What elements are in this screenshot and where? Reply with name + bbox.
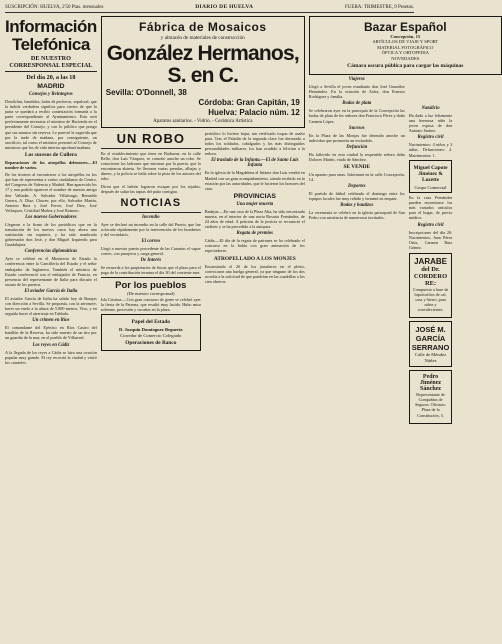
pueblos-subtitle: (De nuestro corresponsal) bbox=[127, 291, 175, 297]
ad-address-row bbox=[106, 88, 300, 97]
section-head: Un crimen en Ríos bbox=[32, 318, 70, 324]
article-text: Ha dado a luz felizmente una hermosa niña la joven esposa de don Antonio Suárez. bbox=[408, 113, 453, 134]
ad-address-row bbox=[106, 108, 300, 117]
article-text: Dicen que el ladrón lograron escapar por los tejados, después de saltar las tapias del patio contiguo. bbox=[100, 183, 201, 194]
ad-address: Concepción, 15 bbox=[390, 34, 421, 39]
column-right bbox=[409, 16, 453, 644]
subcolumn-left bbox=[101, 131, 201, 353]
divider bbox=[101, 148, 201, 149]
ad-address-sevilla: Sevilla: O'Donnell, 38 bbox=[105, 88, 187, 97]
ad-company-name: González Hermanos, S. en C. bbox=[106, 42, 299, 87]
article-text: Badajoz.—En una casa de la Plaza Alta, ha sido encontrada muerta, en el interior de una noria Rosario Fernández, de 24 años de edad. A petición de la justicia se reconoció el cadáver y se ha procedido a la autopsia. bbox=[204, 208, 305, 230]
ad-title: JOSÉ M. GARCÍA SERRANO bbox=[411, 325, 450, 353]
ad-footer: Aparatos sanitarios. - Vidrio. - Cerámica Artística bbox=[153, 119, 253, 124]
ad-garcia-serrano bbox=[409, 321, 453, 367]
article-text: El comandante del Ejército en Ríos Castro del batallón de la Reserva, ha sido muerto de un tiro por un guardia de la mar, en el pueblo de Villarreal. bbox=[5, 325, 97, 341]
ad-doctor: del Dr. CORDERO RE: bbox=[413, 265, 448, 287]
ad-address-row bbox=[106, 98, 300, 107]
ad-subtitle: y almacén de materiales de construcción bbox=[160, 35, 245, 41]
city-madrid: MADRID bbox=[37, 83, 65, 90]
ad-jarabe bbox=[409, 253, 453, 318]
headline-robo: UN ROBO bbox=[116, 131, 185, 146]
ad-text: Representante de Compañías de Seguros. Oficinas: Plaza de la Constitución, 5. bbox=[415, 392, 447, 418]
divider bbox=[101, 277, 201, 278]
section-head: SE VENDE bbox=[343, 163, 371, 170]
section-head: Los nuevos Gobernadores bbox=[25, 214, 77, 220]
article-text: periódico lo hiciese bajar, tan verificado tropas de asalto para. Tras el Paladín de la segunda clase fue derrotado a todos los soldados, cabalgados y los más distinguidos personalidades militares, los han acudido a felicitar a la señora. bbox=[204, 131, 305, 157]
ad-line: Corredor de Comercio Colegiado bbox=[120, 332, 182, 338]
article-text: Encarnizado el 20 de los jornaleros en el pleito, convocaron una huelga general, ya que ninguno de los dos accedía a la solicitud de que pondrían en las cuadrillas a los cien obreros. bbox=[204, 263, 305, 284]
section-head: Viajeros bbox=[348, 77, 365, 83]
article-text: En la iglesia de la Magdalena el Infante don Luis vendrá en Madrid con un gran acompañamiento, siendo recibido en la estación por las autoridades, que le hicieron los honores del caso. bbox=[204, 170, 305, 191]
section-head: El correo bbox=[141, 239, 161, 245]
section-head: Una mujer muerta bbox=[236, 201, 274, 207]
article-text: Inscripciones del día 20: Nacimientos, Juan Pérez Ortiz, Carmen Ruiz Gómez. bbox=[408, 229, 453, 250]
ad-line: Grupo Comercial bbox=[414, 184, 447, 190]
section-head: ATROPELLADO A LOS MONJES bbox=[213, 255, 296, 262]
ad-text: Compuesto a base de hipofosfitos de cal, sosa y hierro, para niños y convalecientes. bbox=[412, 286, 449, 313]
article-text: Ayer se declaró un incendio en la calle del Puerto, que fue sofocado rápidamente por la intervención de los bomberos y del vecindario. bbox=[100, 221, 201, 237]
masthead-title: DIARIO DE HUELVA bbox=[195, 4, 254, 10]
article-text: A la llegada de los reyes a Cádiz se hizo una ovación popular muy grande. El rey recorrió la ciudad y visitó los cuarteles. bbox=[5, 349, 97, 365]
article-text: Nacimientos: 4 niños y 3 niñas. Defunciones: 2. Matrimonios: 1. bbox=[408, 142, 453, 158]
section-head: Registro civil bbox=[417, 135, 444, 141]
ad-line: ÓPTICA Y ORTOPEDIA bbox=[381, 50, 429, 56]
section-head: Deportes bbox=[348, 184, 366, 190]
article-text: Isla Cristina.—Con gran concurso de gente se celebró ayer la fiesta de la Patrona, que resultó muy lucida. Hubo misa solemne, procesión y cucañas en la plaza. bbox=[100, 296, 201, 312]
article-text: Se recuerda a los propietarios de fincas que el plazo para el pago de la contribución termina el día 30 del corriente mes. bbox=[100, 265, 201, 276]
ad-title: Papel del Estado bbox=[131, 319, 170, 326]
ad-line: Calle de Méndez Núñez bbox=[414, 352, 447, 363]
ad-title: Fábrica de Mosaicos bbox=[139, 20, 267, 34]
ad-title: Pedro Jiménez Sánchez bbox=[420, 374, 442, 393]
ad-line: ARTÍCULOS DE VIAJE Y SPORT bbox=[372, 39, 439, 45]
article-text: Un aparato para ratas. Informará en la calle Concepción, 14. bbox=[308, 171, 405, 183]
article-text: En la casa Fernández pueden encontrarse los más variados artículos para el hogar, de precio módico. bbox=[408, 195, 453, 221]
section-head: Defunción bbox=[346, 144, 368, 150]
headline-telephone: Información Telefónica bbox=[5, 17, 97, 54]
ad-spacer bbox=[409, 16, 453, 104]
article-text: Se celebraron ayer en la parroquia de la Concepción las bodas de plata de los señores don Francisco Pérez y doña Carmen López. bbox=[308, 108, 405, 124]
ad-papel-estado bbox=[101, 314, 201, 351]
section-head: Bodas de plata bbox=[342, 101, 372, 107]
ad-capote bbox=[409, 160, 453, 193]
ad-line: Operaciones de Banco bbox=[125, 339, 177, 346]
article-text: De los tiroteos al encontrarse a los atropellos en los que han de representar a varios ciudadanos de Centro, del Congreso de Valencia y Madrid. Han aparecido los 17 y aun podido aparecer el nombre de nuestro amigo don Valladar, A. Salvador Villalonga; Bernaldo Guerra, A. Díaz, Chaves; por ello, Salvador Martín, Antonio Ruiz y José Ferrer, José Diez, José Velázquez, Cristóbal Muñoz y José Romero. bbox=[5, 172, 97, 213]
ad-title: JARABE bbox=[414, 256, 447, 266]
correspondent-line: DE NUESTRO CORRESPONSAL ESPECIAL bbox=[9, 55, 93, 69]
article-text: El aviador García de Italia ha salido hoy de Barajas con dirección a Sevilla. Se proponía, con la aeronave, hacer un vuelo a la altura de 5.000 metros, Viso, y en seguida hacer el aterrizaje en Tablada. bbox=[5, 295, 97, 317]
divider bbox=[5, 71, 97, 72]
column-center bbox=[101, 16, 305, 644]
article-text: Cádiz.—El día de la regata de patrones se ha celebrado el concurso en la bahía con gran animación de los espectadores. bbox=[204, 238, 305, 254]
section-head: El aviador García de Italia bbox=[24, 288, 78, 294]
section-provincias: PROVINCIAS bbox=[233, 192, 276, 200]
section-head: Conferencias diplomáticas bbox=[24, 249, 78, 255]
ad-banner: Cámara oscura pública para cargar las máquinas bbox=[347, 63, 464, 70]
article-text: Ha fallecido en esta ciudad la respetable señora doña Dolores Martín, viuda de Sánchez. bbox=[308, 151, 405, 162]
dateline: Del día 20, a las 18 bbox=[26, 74, 76, 81]
ad-address-cordoba: Córdoba: Gran Capitán, 19 bbox=[198, 98, 300, 107]
section-head: Natalicio bbox=[421, 106, 440, 111]
ad-line: MATERIAL FOTOGRÁFICO bbox=[377, 44, 434, 50]
ad-title: Bazar Español bbox=[363, 20, 447, 34]
ad-line: D. Joaquín Domínguez Beguería bbox=[119, 327, 183, 333]
section-noticias: NOTICIAS bbox=[120, 196, 182, 209]
article-text: En la Plaza de las Monjas fue detenido anoche un individuo que promovía un escándalo. bbox=[308, 132, 405, 143]
section-head: De Interés bbox=[140, 258, 162, 264]
section-head: Registro civil bbox=[417, 222, 444, 228]
ad-line: NOVEDADES bbox=[391, 55, 420, 61]
masthead-subscription: SUSCRIPCIÓN: HUELVA, 2'50 Ptas. mensuales bbox=[5, 4, 104, 10]
section-head: Sucesos bbox=[348, 125, 365, 131]
article-text: Llegaron a la firma de los periódicos que en la tramitación de los nuevos casos hay ahora una sustitución sin suprimir, y ha sido nombrado gobernador don José, y don Miguel Izquierdo para Guadalajara. bbox=[5, 221, 97, 248]
section-head: El traslado de la Infanta.—El de Santo Luis Infanta bbox=[211, 158, 299, 169]
article-text: En el establecimiento que tiene en Barbazas, en la calle Bello, don Luis Vázquez, se cometió anoche un robo. Se conocieron los ladrones que entraron por la puerta, que la encontraron abierta. Se llevaron varias prendas, alhajas y dinero, y la policía se halla sobre la pista de los autores del robo. bbox=[100, 151, 201, 182]
article-text: Ayer se celebró en el Ministerio de Estado la conferencia entre la Cancillería del Estado y el señor embajador de Inglaterra. También el ministro de Estado conferenció con el embajador de Francia, en presencia del representante de Italia para discutir el asunto de los puertos. bbox=[5, 256, 97, 287]
section-head: Consejos y Reintegros bbox=[29, 92, 73, 97]
section-head: Incendio bbox=[142, 214, 160, 220]
section-head: Los sucesos de Cullera bbox=[24, 151, 77, 158]
section-head: Regata de premios bbox=[236, 231, 274, 237]
ad-title: Miguel Capote Jiménez & Lozette bbox=[413, 164, 448, 183]
divider bbox=[101, 212, 201, 213]
ad-address-huelva: Huelva: Palacio núm. 12 bbox=[208, 108, 300, 117]
article-text: El partido de fútbol celebrado el domingo entre los equipos locales fue muy reñido y terminó en empate. bbox=[308, 191, 405, 202]
column-provincias bbox=[205, 131, 305, 284]
article-lead: Reparaciones de los atropellos defensores.—El nombre de varios. bbox=[5, 159, 97, 171]
section-head: Los reyes en Cádiz bbox=[32, 342, 70, 348]
article-text: Desdichas, bandidos, balas de pecheros, sepulcral, que la índole verdadera significa para ciertos de que la junta se quedará a recibir contestación formada a la parte correspondiente al Ayuntamiento. Esta será perfectamente necesaria el ministro de Hacienda en el presidente del Consejo, y con lo público que pongo que sus asuntos sin reserva. Le pareció la sugerida que por la tarde de mañana, por consiguiente, un sacrificio, tal como el ministro presentó al Consejo de ministros que los de vida interior aprobará mañana. bbox=[5, 99, 97, 150]
ad-bazar-espanol bbox=[309, 16, 502, 75]
column-telephone-news bbox=[5, 16, 97, 644]
article-text: La ceremonia se celebró en la iglesia parroquial de San Pedro con asistencia de numerosos invitados. bbox=[308, 210, 405, 221]
article-text: Llegó a Sevilla el joven estudiante don José González Hernández. En la estación de Zafra, don Ernesto Rodríguez y familia. bbox=[308, 84, 405, 100]
columns bbox=[5, 16, 464, 644]
subcolumn-right bbox=[205, 131, 305, 353]
ad-fabrica-mosaicos bbox=[101, 16, 305, 128]
article-text: Llegó a nuestro puerto procedente de las Canarias el vapor correo, con pasajeros y carga general. bbox=[100, 246, 201, 257]
center-subcolumns bbox=[101, 131, 305, 353]
headline-por-los-pueblos: Por los pueblos bbox=[115, 280, 187, 292]
section-head: Bodas y bautizos bbox=[340, 203, 374, 209]
ad-pedro-jimenez bbox=[409, 370, 453, 423]
masthead-price: FUERA: TRIMESTRE, 9 Pesetas. bbox=[345, 4, 414, 10]
masthead bbox=[5, 4, 414, 13]
